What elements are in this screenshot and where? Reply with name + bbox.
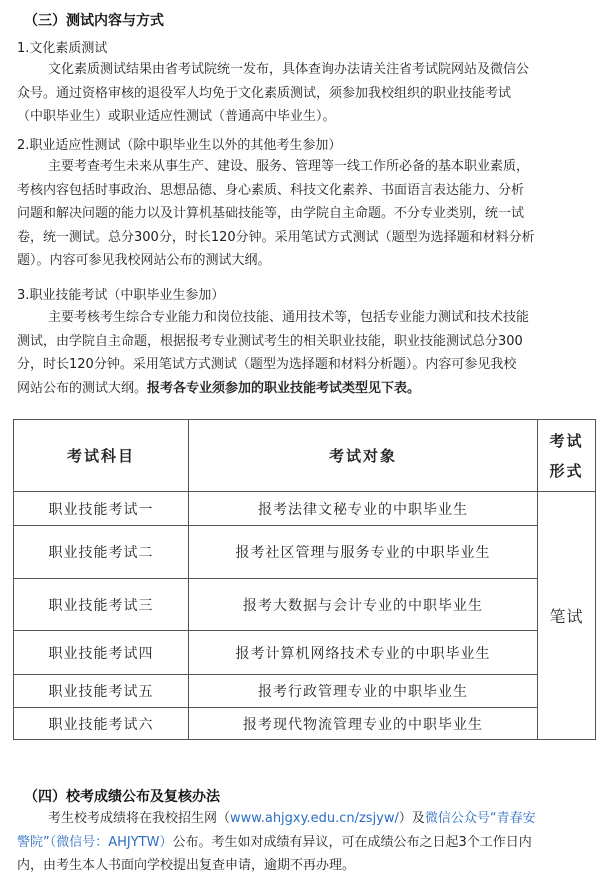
section-4-text-2: 公布。考生如对成绩有异议，可在成绩公布之日起3个工作日内 [172,834,532,850]
item-1-line: 众号。通过资格审核的退役军人均免于文化素质测试，须参加我校组织的职业技能考试 [17,85,512,101]
item-1-body [17,58,529,129]
header-form-line1: 考试 [549,431,584,450]
item-3-heading: 3.职业技能考试（中职毕业生参加） [17,288,225,303]
row-4-subject: 职业技能考试四 [48,645,154,662]
item-2-line: 卷，统一测试。总分300分，时长120分钟。采用笔试方式测试（题型为选择题和材料分析 [17,229,535,245]
item-1-line: （中职毕业生）或职业适应性测试（普通高中毕业生）。 [17,109,336,124]
header-target: 考试对象 [328,447,397,465]
row-3-subject: 职业技能考试三 [48,597,154,614]
item-3-body [17,306,529,400]
section-4-text-mid: ）及 [398,811,425,826]
row-1-subject: 职业技能考试一 [48,501,154,518]
section-4-text-1: 考生校考成绩将在我校招生网（ [48,811,231,826]
item-1-line: 文化素质测试结果由省考试院统一发布，具体查询办法请关注省考试院网站及微信公 [48,62,530,77]
row-4-target: 报考计算机网络技术专业的中职毕业生 [235,645,491,662]
exam-table [13,419,596,740]
item-3-last-bold: 报考各专业须参加的职业技能考试类型见下表。 [147,380,421,396]
item-2-line: 主要考查考生未来从事生产、建设、服务、管理等一线工作所必备的基本职业素质， [48,159,530,174]
section-4-title: （四）校考成绩公布及复核办法 [24,789,220,805]
row-6-subject: 职业技能考试六 [48,716,154,733]
section-3-title: （三）测试内容与方式 [24,13,164,29]
item-3-line: 测试，由学院自主命题，根据报考专业测试考生的相关职业技能，职业技能测试总分300 [17,333,523,349]
row-2-target: 报考社区管理与服务专业的中职毕业生 [235,545,491,561]
exam-form-value: 笔试 [549,607,584,626]
item-3-line: 主要考核考生综合专业能力和岗位技能、通用技术等，包括专业能力测试和技术技能 [48,310,530,325]
item-3-line [17,377,529,401]
section-4-line-3: 内，由考生本人书面向学校提出复查申请，逾期不再办理。 [17,858,356,873]
item-2-body [17,155,535,273]
wechat-account-link[interactable]: 微信公众号“青春安 [424,811,536,826]
item-2-line: 题）。内容可参见我校网站公布的测试大纲。 [17,253,271,268]
row-5-subject: 职业技能考试五 [48,684,154,700]
header-form-line2: 形式 [549,461,584,480]
row-6-target: 报考现代物流管理专业的中职毕业生 [243,716,483,733]
item-2-line: 问题和解决问题的能力以及计算机基础技能等，由学院自主命题。不分专业类别，统一试 [17,206,525,221]
row-2-subject: 职业技能考试二 [48,545,154,561]
item-2-heading: 2.职业适应性测试（除中职毕业生以外的其他考生参加） [17,138,342,153]
header-subject: 考试科目 [66,447,135,465]
wechat-account-link-cont[interactable]: 警院”（微信号：AHJYTW） [17,834,173,850]
row-5-target: 报考行政管理专业的中职毕业生 [258,684,468,700]
header-form [538,420,595,491]
row-1-target: 报考法律文秘专业的中职毕业生 [258,501,468,518]
item-2-line: 考核内容包括时事政治、思想品德、身心素质、科技文化素养、书面语言表达能力、分析 [17,182,525,198]
row-3-target: 报考大数据与会计专业的中职毕业生 [243,597,483,614]
item-1-heading: 1.文化素质测试 [17,41,108,56]
section-4-line-2 [17,831,536,855]
section-4-body [17,807,536,878]
admissions-site-link[interactable]: www.ahjgxy.edu.cn/zsjyw/ [230,811,399,826]
section-4-line-1 [17,807,536,831]
item-3-line: 分，时长120分钟。采用笔试方式测试（题型为选择题和材料分析题）。内容可参见我校 [17,357,517,372]
item-3-last-plain: 网站公布的测试大纲。 [17,380,148,396]
